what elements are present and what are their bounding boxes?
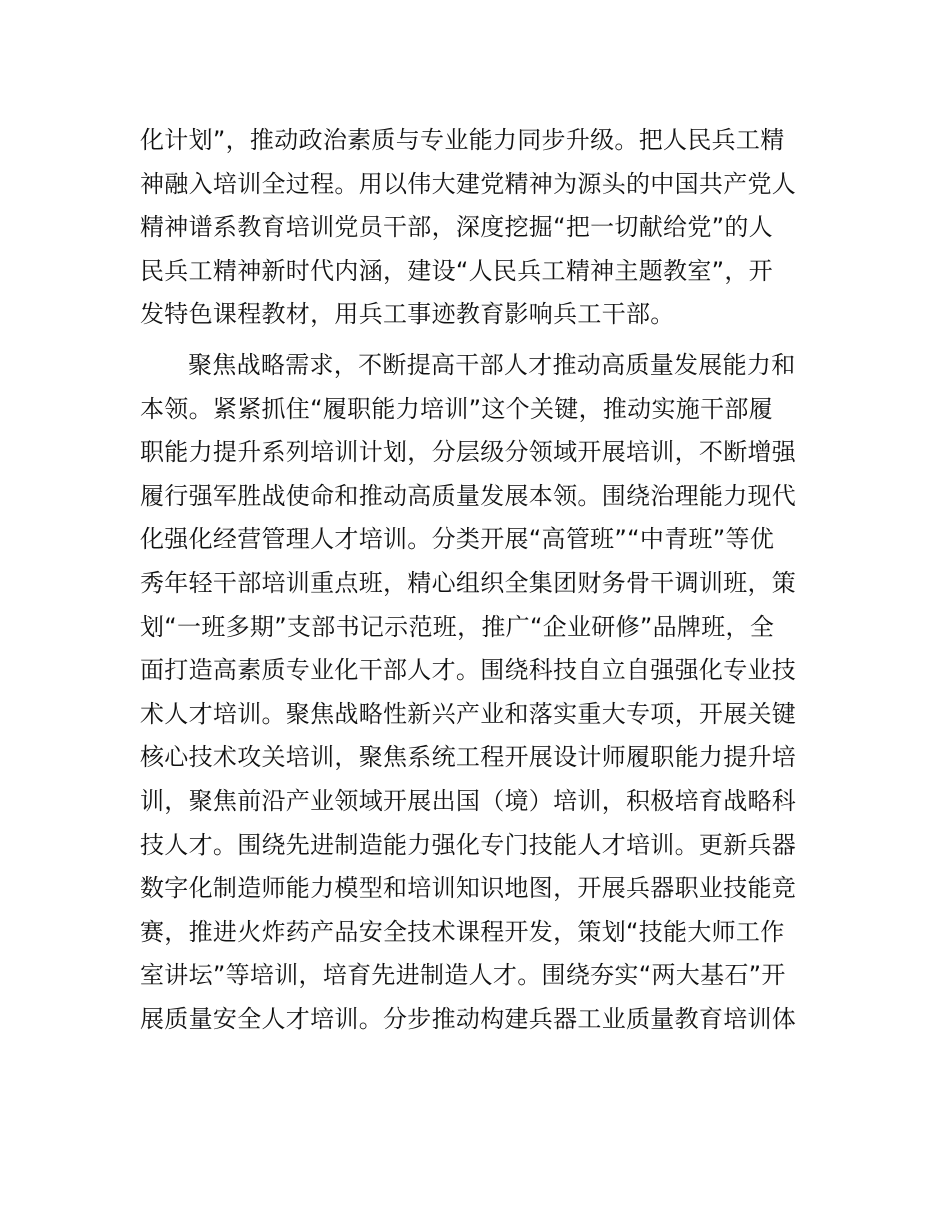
paragraph-2 [140, 344, 820, 1042]
text-line: 民兵工精神新时代内涵，建设“人民兵工精神主题教室”，开 [140, 256, 773, 285]
text-line: 本领。紧紧抓住“履职能力培训”这个关键，推动实施干部履 [140, 394, 773, 423]
text-line: 履行强军胜战使命和推动高质量发展本领。围绕治理能力现代 [140, 481, 797, 510]
text-line: 术人才培训。聚焦战略性新兴产业和落实重大专项，开展关键 [140, 699, 797, 728]
text-line: 神融入培训全过程。用以伟大建党精神为源头的中国共产党人 [140, 169, 797, 198]
text-line: 室讲坛”等培训，培育先进制造人才。围绕夯实“两大基石”开 [140, 961, 786, 990]
text-line: 职能力提升系列培训计划，分层级分领域开展培训，不断增强 [140, 438, 797, 467]
text-line: 划“一班多期”支部书记示范班，推广“企业研修”品牌班，全 [140, 612, 775, 641]
text-line: 化计划”，推动政治素质与专业能力同步升级。把人民兵工精 [140, 126, 785, 154]
text-line: 展质量安全人才培训。分步推动构建兵器工业质量教育培训体 [140, 1004, 797, 1033]
text-line: 秀年轻干部培训重点班，精心组织全集团财务骨干调训班，策 [140, 568, 797, 597]
text-line: 精神谱系教育培训党员干部，深度挖掘“把一切献给党”的人 [140, 213, 773, 242]
text-line-indented: 聚焦战略需求，不断提高干部人才推动高质量发展能力和 [188, 351, 796, 379]
text-line: 训，聚焦前沿产业领域开展出国（境）培训，积极培育战略科 [140, 786, 797, 815]
text-line: 核心技术攻关培训，聚焦系统工程开展设计师履职能力提升培 [140, 743, 797, 772]
text-line: 数字化制造师能力模型和培训知识地图，开展兵器职业技能竞 [140, 874, 797, 903]
text-line: 发特色课程教材，用兵工事迹教育影响兵工干部。 [140, 300, 675, 329]
text-line: 技人才。围绕先进制造能力强化专门技能人才培训。更新兵器 [140, 830, 797, 859]
paragraph-1 [140, 119, 820, 337]
text-line: 化强化经营管理人才培训。分类开展“高管班”“中青班”等优 [140, 525, 775, 554]
text-line: 赛，推进火炸药产品安全技术课程开发，策划“技能大师工作 [140, 917, 785, 946]
text-line: 面打造高素质专业化干部人才。围绕科技自立自强强化专业技 [140, 656, 797, 685]
